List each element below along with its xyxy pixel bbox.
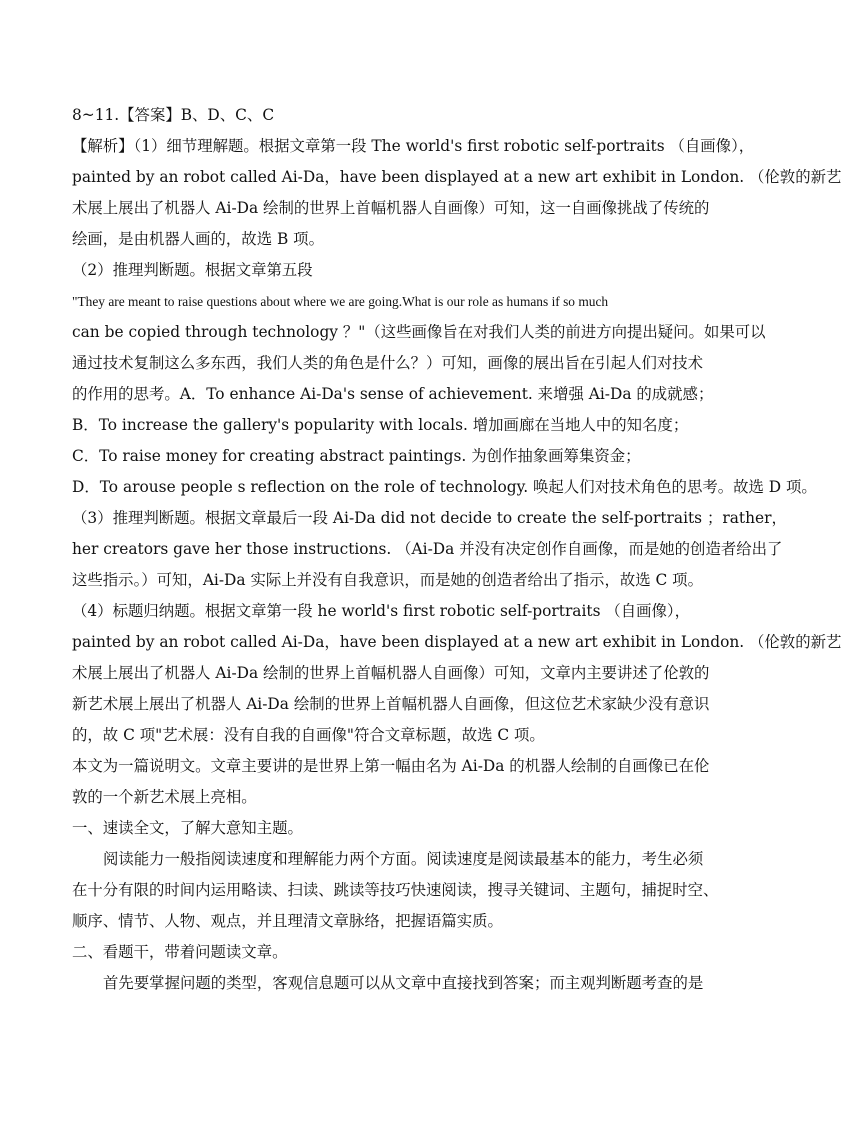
tip-paragraph-2-line-1: 首先要掌握问题的类型，客观信息题可以从文章中直接找到答案；而主观判断题考查的是 xyxy=(103,974,704,992)
analysis-q3-line-2: her creators gave her those instructions. （Ai-Da 并没有决定创作自画像，而是她的创造者给出了 xyxy=(72,540,783,558)
tip-paragraph-1-line-3: 顺序、情节、人物、观点，并且理清文章脉络，把握语篇实质。 xyxy=(72,912,503,930)
analysis-q4-line-5: 的，故 C 项"艺术展：没有自我的自画像"符合文章标题，故选 C 项。 xyxy=(72,726,545,744)
analysis-q1-line-3: 术展上展出了机器人 Ai-Da 绘制的世界上首幅机器人自画像）可知，这一自画像挑战了传统的 xyxy=(72,199,710,217)
analysis-q2-line-4: 通过技术复制这么多东西，我们人类的角色是什么？）可知，画像的展出旨在引起人们对技术 xyxy=(72,354,704,372)
analysis-q4-line-2: painted by an robot called Ai-Da，have been displayed at a new art exhibit in London. （伦敦的新艺 xyxy=(72,633,841,651)
analysis-q2-option-a: 的作用的思考。A．To enhance Ai-Da's sense of achievement. 来增强 Ai-Da 的成就感； xyxy=(72,385,714,403)
analysis-q4-line-3: 术展上展出了机器人 Ai-Da 绘制的世界上首幅机器人自画像）可知，文章内主要讲述了伦敦的 xyxy=(72,664,710,682)
summary-line-2: 敦的一个新艺术展上亮相。 xyxy=(72,788,257,806)
analysis-q4-line-4: 新艺术展上展出了机器人 Ai-Da 绘制的世界上首幅机器人自画像，但这位艺术家缺少没有意识 xyxy=(72,695,710,713)
summary-line-1: 本文为一篇说明文。文章主要讲的是世界上第一幅由名为 Ai-Da 的机器人绘制的自画像已在伦 xyxy=(72,757,710,775)
analysis-q1-line-1: 【解析】（1）细节理解题。根据文章第一段 The world's first robotic self-portraits （自画像）， xyxy=(72,137,755,155)
analysis-q2-line-1: （2）推理判断题。根据文章第五段 xyxy=(72,261,313,279)
analysis-q1-line-2: painted by an robot called Ai-Da，have been displayed at a new art exhibit in London. （伦敦的新艺 xyxy=(72,168,841,186)
answer-heading: 8~11.【答案】B、D、C、C xyxy=(72,106,275,124)
analysis-q4-line-1: （4）标题归纳题。根据文章第一段 he world's first robotic self-portraits （自画像）， xyxy=(72,602,691,620)
analysis-q2-option-d: D．To arouse people s reflection on the role of technology. 唤起人们对技术角色的思考。故选 D 项。 xyxy=(72,478,817,496)
tip-heading-1: 一、速读全文，了解大意知主题。 xyxy=(72,819,303,837)
tip-paragraph-1-line-1: 阅读能力一般指阅读速度和理解能力两个方面。阅读速度是阅读最基本的能力，考生必须 xyxy=(103,850,704,868)
tip-paragraph-1-line-2: 在十分有限的时间内运用略读、扫读、跳读等技巧快速阅读，搜寻关键词、主题句，捕捉时空、 xyxy=(72,881,719,899)
analysis-q2-option-b: B．To increase the gallery's popularity with locals. 增加画廊在当地人中的知名度； xyxy=(72,416,689,434)
analysis-q2-line-3: can be copied through technology ？"（这些画像旨在对我们人类的前进方向提出疑问。如果可以 xyxy=(72,323,766,341)
analysis-q3-line-1: （3）推理判断题。根据文章最后一段 Ai-Da did not decide to create the self-portraits ；rather， xyxy=(72,509,787,527)
analysis-q3-line-3: 这些指示。）可知，Ai-Da 实际上并没有自我意识，而是她的创造者给出了指示，故选 C 项。 xyxy=(72,571,703,589)
analysis-q2-option-c: C．To raise money for creating abstract paintings. 为创作抽象画筹集资金； xyxy=(72,447,641,465)
analysis-q2-quote-line: "They are meant to raise questions about where we are going.What is our role as humans if so much xyxy=(72,294,609,309)
document-page xyxy=(72,100,841,999)
tip-heading-2: 二、看题干，带着问题读文章。 xyxy=(72,943,288,961)
analysis-q1-line-4: 绘画，是由机器人画的，故选 B 项。 xyxy=(72,230,324,248)
